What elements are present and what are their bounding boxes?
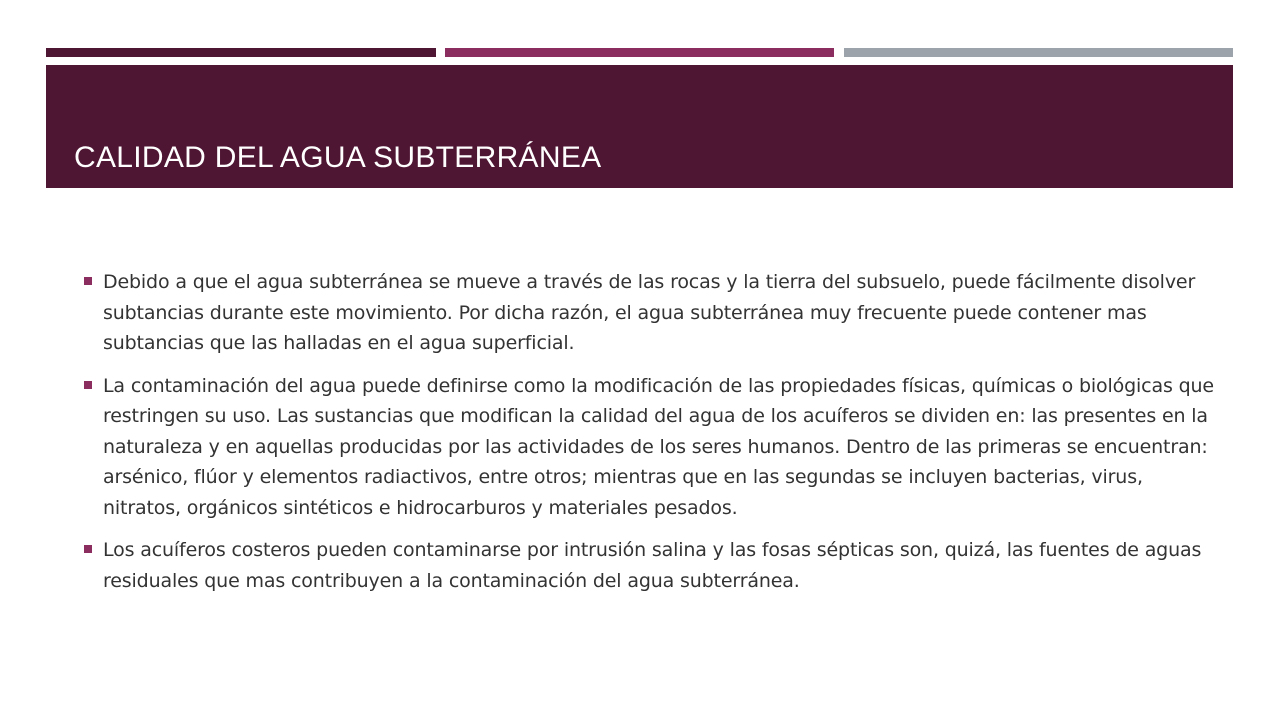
bullet-item — [84, 267, 1219, 359]
accent-bar-tertiary — [844, 48, 1233, 57]
bullet-text: Debido a que el agua subterránea se mueve a través de las rocas y la tierra del subsuelo, puede fácilmente disolver subtancias durante este movimiento. Por dicha razón, el agua subterránea muy frecuente puede contener mas subtancias que las halladas en el agua superficial. — [103, 271, 1196, 354]
slide-body — [84, 267, 1219, 608]
bullet-text: La contaminación del agua puede definirse como la modificación de las propiedades físicas, químicas o biológicas que restringen su uso. Las sustancias que modifican la calidad del agua de los acuíferos se dividen en: las presentes en la naturaleza y en aquellas producidas por las actividades de los seres humanos. Dentro de las primeras se encuentran: arsénico, flúor y elementos radiactivos, entre otros; mientras que en las segundas se incluyen bacterias, virus, nitratos, orgánicos sintéticos e hidrocarburos y materiales pesados. — [103, 374, 1214, 519]
square-bullet-icon — [84, 545, 92, 553]
accent-bar-primary — [46, 48, 436, 57]
slide-title: CALIDAD DEL AGUA SUBTERRÁNEA — [74, 141, 602, 174]
square-bullet-icon — [84, 277, 92, 285]
accent-bar-secondary — [445, 48, 834, 57]
bullet-item — [84, 371, 1219, 524]
bullet-item — [84, 535, 1219, 596]
bullet-text: Los acuíferos costeros pueden contaminarse por intrusión salina y las fosas sépticas son, quizá, las fuentes de aguas residuales que mas contribuyen a la contaminación del agua subterránea. — [103, 539, 1202, 592]
square-bullet-icon — [84, 381, 92, 389]
title-banner — [46, 65, 1233, 188]
